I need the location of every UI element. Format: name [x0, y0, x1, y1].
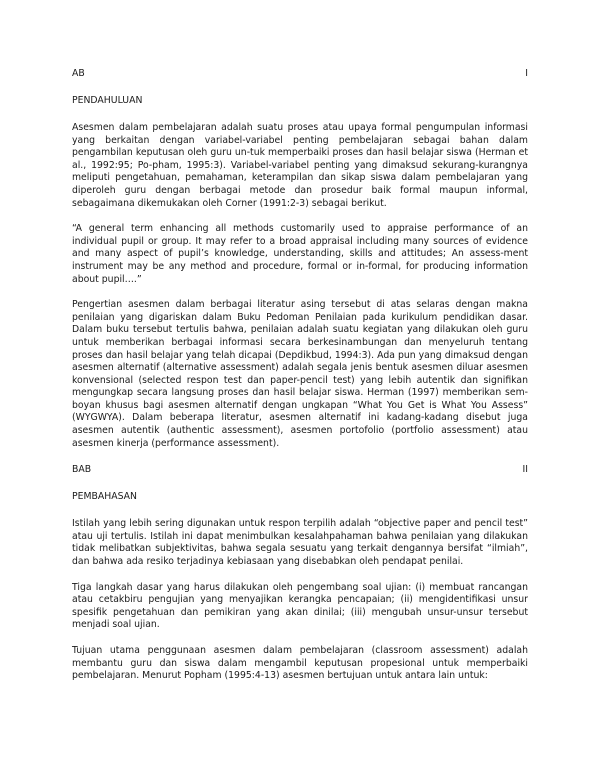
chapter-1-numeral: I: [525, 68, 528, 79]
chapter-2-title: PEMBAHASAN: [72, 491, 137, 503]
chapter-1-header: [72, 68, 528, 81]
paragraph-tujuan-utama: Tujuan utama penggunaan asesmen dalam pembelajaran (classroom assessment) adalah membantu guru dan siswa dalam mengambil keputusan propesional untuk memperbaiki pembelajaran. Menurut Popham (1995:4-13) asesmen bertujuan untuk antara lain untuk:: [72, 645, 528, 682]
document-page: [72, 68, 528, 683]
paragraph-pengertian-asesmen: Pengertian asesmen dalam berbagai literatur asing tersebut di atas selaras dengan makna penilaian yang digariskan dalam Buku Pedoman Penilaian pada kurikulum pendidikan dasar. Dalam buku tersebut tertulis bahwa, penilaian adalah suatu kegiatan yang dilakukan oleh guru untuk memberikan berbagai informasi secara berkesinambungan dan menyeluruh tentang proses dan hasil belajar yang telah dicapai (Depdikbud, 1994:3). Ada pun yang dimaksud dengan asesmen alternatif (alternative assessment) adalah segala jenis bentuk asesmen diluar asesmen konvensional (selected respon test dan paper-pencil test) yang lebih autentik dan signifikan mengungkap secara langsung proses dan hasil belajar siswa. Herman (1997) memberikan sem-boyan khusus bagi asesmen alternatif dengan ungkapan “What You Get is What You Assess” (WYGWYA). Dalam beberapa literatur, asesmen alternatif ini kadang-kadang disebut juga asesmen autentik (authentic assessment), asesmen portofolio (portfolio assessment) atau asesmen kinerja (performance assessment).: [72, 299, 528, 449]
quote-general-term: “A general term enhancing all methods customarily used to appraise performance of an individual pupil or group. It may refer to a broad appraisal including many sources of evidence and many aspect of pupil’s knowledge, understanding, skills and attitudes; An assess-ment instrument may be any method and procedure, formal or in-formal, for producing information about pupil….”: [72, 223, 528, 285]
paragraph-respon-terpilih: Istilah yang lebih sering digunakan untuk respon terpilih adalah “objective paper and pencil test” atau uji tertulis. Istilah ini dapat menimbulkan kesalahpahaman bahwa penilaian yang dilakukan tidak melibatkan subjektivitas, bahwa segala sesuatu yang terkait dengannya bersifat “ilmiah”, dan bahwa ada resiko terjadinya kebiasaan yang disebabkan oleh pendapat penilai.: [72, 518, 528, 568]
chapter-1-title: PENDAHULUAN: [72, 95, 143, 106]
paragraph-tiga-langkah: Tiga langkah dasar yang harus dilakukan oleh pengembang soal ujian: (i) membuat rancangan atau cetakbiru pengujian yang menyajikan kerangka pencapaian; (ii) mengidentifikasi unsur spesifik pengetahuan dan pemikiran yang akan dinilai; (iii) mengubah unsur-unsur tersebut menjadi soal ujian.: [72, 581, 528, 631]
chapter-1-label: AB: [72, 68, 85, 79]
chapter-2-numeral: II: [522, 464, 528, 476]
paragraph-asesmen-definition: Asesmen dalam pembelajaran adalah suatu proses atau upaya formal pengumpulan informasi yang berkaitan dengan variabel-variabel penting pembelajaran sebagai bahan dalam pengambilan keputusan oleh guru un-tuk memperbaiki proses dan hasil belajar siswa (Herman et al., 1992:95; Po-pham, 1995:3). Variabel-variabel penting yang dimaksud sekurang-kurangnya meliputi pengetahuan, pemahaman, keterampilan dan sikap siswa dalam pembelajaran yang diperoleh guru dengan berbagai metode dan prosedur baik formal maupun informal, sebagaimana dikemukakan oleh Corner (1991:2-3) sebagai berikut.: [72, 122, 528, 209]
chapter-2-label: BAB: [72, 464, 92, 476]
chapter-2-header: [72, 464, 528, 477]
